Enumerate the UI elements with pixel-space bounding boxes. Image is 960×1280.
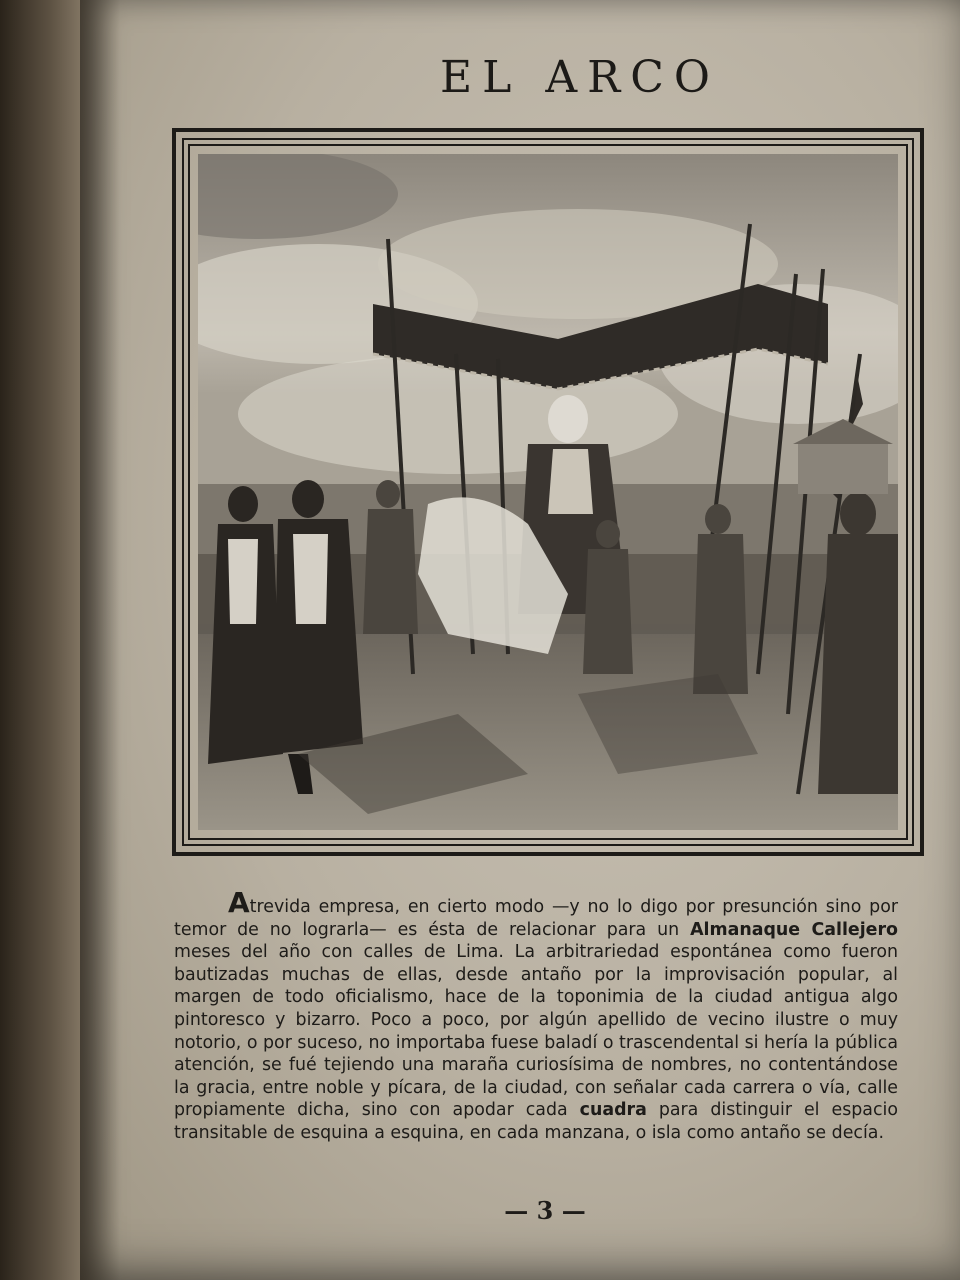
paragraph-text: trevida empresa, en cierto modo —y no lo digo por presunción sino por temor de no lograrla— es ésta de relacionar para un <box>174 897 898 940</box>
drop-cap: A <box>228 886 250 919</box>
page-number: — 3 — <box>504 1196 586 1225</box>
paragraph-text: meses del año con calles de Lima. La arbitrariedad espontánea como fueron bautizadas muchas de ellas, desde antaño por la improvisación popular, al margen de todo oficialismo, hace de la toponimia de la ciudad antigua algo pintoresco y bizarro. Poco a poco, por algún apellido de vecino ilustre o muy notorio, o por suceso, no importaba fuese baladí o trascendental si hería la pública atención, se fué tejiendo una maraña curiosísima de nombres, no contentándose la gracia, entre noble y pícara, de la ciudad, con señalar cada carrera o vía, calle propiamente dicha, sino con apodar cada <box>174 942 898 1121</box>
procession-illustration <box>198 154 898 830</box>
article-paragraph <box>174 886 898 1193</box>
page-fold-shadow <box>80 0 120 1280</box>
emphasis-cuadra: cuadra <box>579 1100 647 1121</box>
bishop-vestment <box>548 449 593 514</box>
distant-pavilion <box>798 444 888 494</box>
paragraph-text: para distinguir el espacio transitable de esquina a esquina, en cada manzana, o isla como antaño se decía. <box>174 1100 898 1143</box>
emphasis-almanaque: Almanaque Callejero <box>690 919 898 940</box>
page-header-title: EL ARCO <box>440 52 720 103</box>
marching-figures-right <box>818 492 898 794</box>
mitre <box>548 395 588 443</box>
procession-photo <box>198 154 898 830</box>
